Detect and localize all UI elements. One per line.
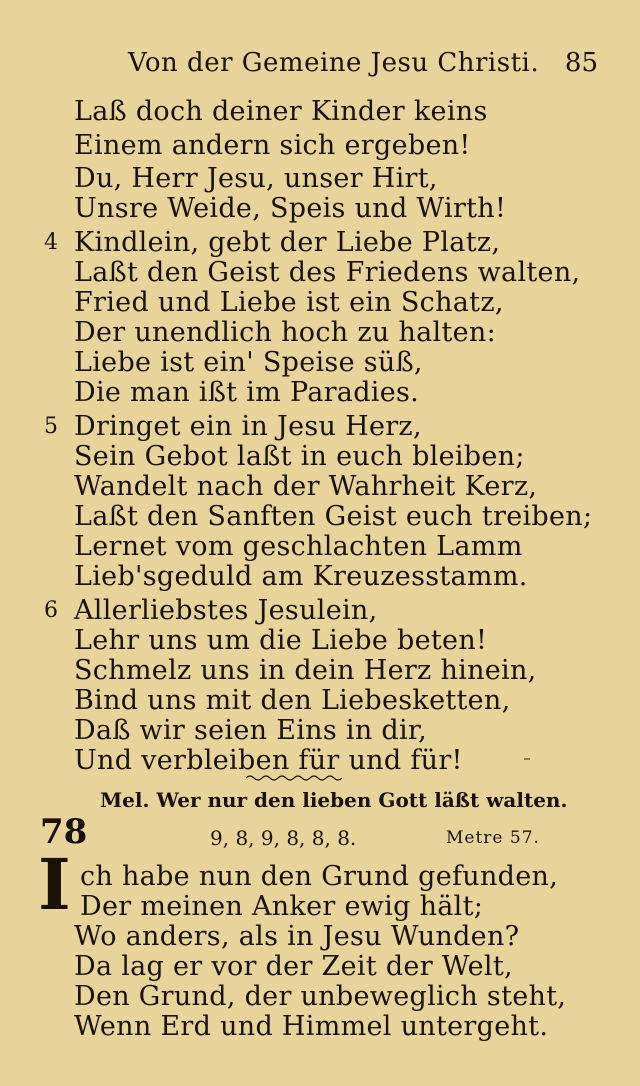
stanza-number: 4 bbox=[44, 230, 58, 255]
stanza-number: 6 bbox=[44, 598, 58, 623]
running-title: Von der Gemeine Jesu Christi. bbox=[128, 48, 540, 78]
verse-line: Lieb'sgeduld am Kreuzesstamm. bbox=[74, 561, 528, 592]
verse-line: Wandelt nach der Wahrheit Kerz, bbox=[74, 471, 538, 502]
verse-line: Dringet ein in Jesu Herz, bbox=[74, 411, 422, 442]
verse-line: Unsre Weide, Speis und Wirth! bbox=[74, 193, 507, 224]
verse-line: Du, Herr Jesu, unser Hirt, bbox=[74, 163, 438, 194]
verse-line: Einem andern sich ergeben! bbox=[74, 130, 471, 161]
drop-cap: I bbox=[38, 843, 71, 926]
verse-line: Allerliebstes Jesulein, bbox=[74, 595, 378, 626]
verse-line: Die man ißt im Paradies. bbox=[74, 377, 420, 408]
verse-line: Daß wir seien Eins in dir, bbox=[74, 715, 428, 746]
print-speck bbox=[524, 758, 530, 760]
verse-line: Schmelz uns in dein Herz hinein, bbox=[74, 655, 537, 686]
meter-label: Metre 57. bbox=[446, 828, 540, 848]
verse-line: ch habe nun den Grund gefunden, bbox=[80, 861, 559, 892]
verse-line: Der unendlich hoch zu halten: bbox=[74, 317, 496, 348]
meter-numbers: 9, 8, 9, 8, 8, 8. bbox=[210, 826, 357, 850]
running-head bbox=[128, 48, 598, 82]
wavy-rule-ornament bbox=[246, 774, 342, 782]
verse-line: Sein Gebot laßt in euch bleiben; bbox=[74, 441, 525, 472]
verse-line: Liebe ist ein' Speise süß, bbox=[74, 347, 423, 378]
verse-line: Wo anders, als in Jesu Wunden? bbox=[74, 921, 520, 952]
verse-line: Laß doch deiner Kinder keins bbox=[74, 96, 488, 127]
verse-line: Fried und Liebe ist ein Schatz, bbox=[74, 287, 504, 318]
stanza-number: 5 bbox=[44, 414, 58, 439]
verse-line: Da lag er vor der Zeit der Welt, bbox=[74, 951, 513, 982]
verse-line: Lernet vom geschlachten Lamm bbox=[74, 531, 523, 562]
verse-line: Wenn Erd und Himmel untergeht. bbox=[74, 1011, 549, 1042]
hymn-number: 78 bbox=[40, 812, 88, 852]
verse-line: Der meinen Anker ewig hält; bbox=[80, 891, 484, 922]
verse-line: Kindlein, gebt der Liebe Platz, bbox=[74, 227, 501, 258]
melody-reference: Mel. Wer nur den lieben Gott läßt walten. bbox=[100, 788, 568, 812]
verse-line: Bind uns mit den Liebesketten, bbox=[74, 685, 511, 716]
page-number: 85 bbox=[564, 48, 598, 78]
verse-line: Und verbleiben für und für! bbox=[74, 745, 463, 776]
verse-line: Laßt den Sanften Geist euch treiben; bbox=[74, 501, 593, 532]
verse-line: Laßt den Geist des Friedens walten, bbox=[74, 257, 581, 288]
verse-line: Den Grund, der unbeweglich steht, bbox=[74, 981, 567, 1012]
verse-line: Lehr uns um die Liebe beten! bbox=[74, 625, 488, 656]
